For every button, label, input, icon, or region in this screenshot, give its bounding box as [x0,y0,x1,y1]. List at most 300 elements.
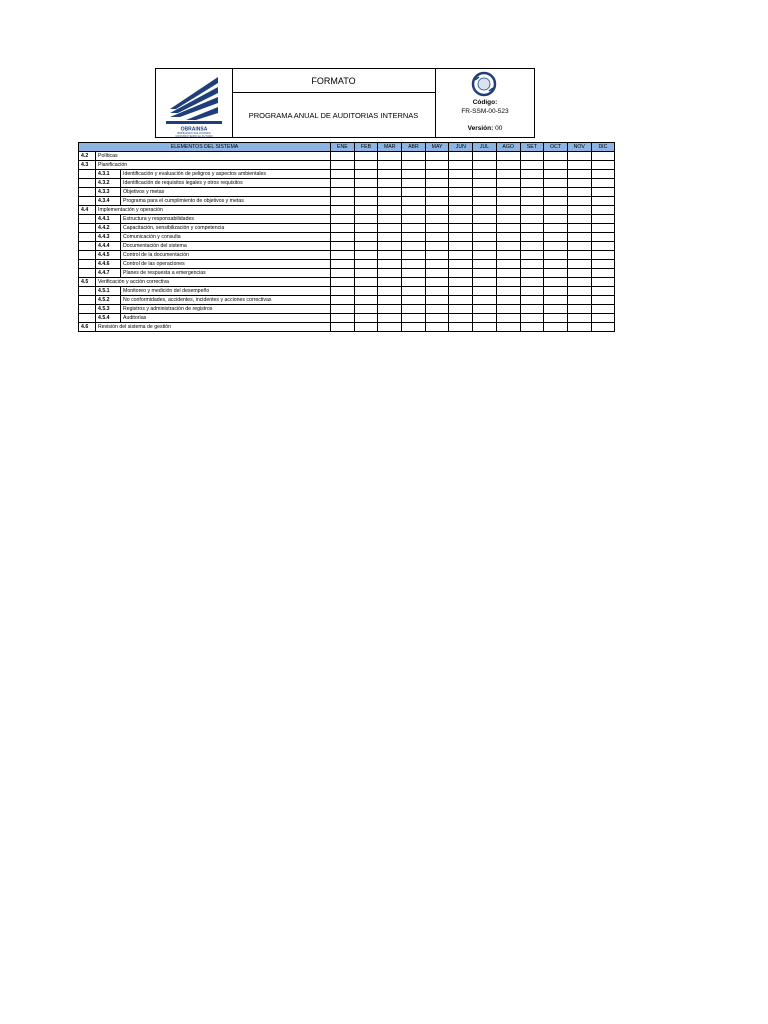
month-cell-may[interactable] [425,233,449,242]
subsection-label: Estructura y responsabilidades [121,215,331,224]
month-cell-abr[interactable] [402,287,426,296]
month-cell-set[interactable] [520,161,544,170]
month-cell-mar[interactable] [378,296,402,305]
company-logo [156,69,233,137]
month-cell-feb[interactable] [354,161,378,170]
month-cell-ago[interactable] [496,161,520,170]
month-cell-jul[interactable] [473,233,497,242]
table-row [79,314,615,323]
month-cell-ene[interactable] [331,260,355,269]
month-cell-feb[interactable] [354,179,378,188]
month-cell-abr[interactable] [402,161,426,170]
month-cell-may[interactable] [425,170,449,179]
month-cell-jul[interactable] [473,161,497,170]
month-cell-set[interactable] [520,170,544,179]
month-cell-feb[interactable] [354,206,378,215]
month-cell-mar[interactable] [378,224,402,233]
month-cell-mar[interactable] [378,269,402,278]
month-cell-may[interactable] [425,188,449,197]
month-cell-oct[interactable] [544,179,568,188]
code-value: FR-SSM-00-523 [461,108,509,115]
month-cell-abr[interactable] [402,314,426,323]
logo-tagline-1: BRINDANDO SOLUCIONES [177,132,211,135]
obrainsa-logo-icon [156,69,232,137]
month-cell-may[interactable] [425,215,449,224]
month-cell-abr[interactable] [402,233,426,242]
subsection-label: No conformidades, accidentes, incidentes y acciones correctivas [121,296,331,305]
month-cell-ene[interactable] [331,269,355,278]
month-cell-set[interactable] [520,269,544,278]
month-cell-feb[interactable] [354,314,378,323]
month-cell-jul[interactable] [473,242,497,251]
month-cell-abr[interactable] [402,179,426,188]
indent-cell [79,269,96,278]
indent-cell [79,170,96,179]
month-cell-nov[interactable] [567,323,591,332]
month-cell-nov[interactable] [567,278,591,287]
month-cell-oct[interactable] [544,206,568,215]
month-cell-jul[interactable] [473,305,497,314]
subsection-label: Registros y administración de registros [121,305,331,314]
month-cell-jul[interactable] [473,170,497,179]
month-cell-ago[interactable] [496,260,520,269]
table-row [79,206,615,215]
month-cell-jul[interactable] [473,269,497,278]
month-cell-oct[interactable] [544,251,568,260]
month-cell-oct[interactable] [544,152,568,161]
month-cell-jun[interactable] [449,278,473,287]
month-cell-nov[interactable] [567,152,591,161]
subsection-number: 4.4.4 [96,242,121,251]
month-cell-dic[interactable] [591,188,615,197]
month-cell-may[interactable] [425,296,449,305]
month-header-abr: ABR [402,143,426,152]
month-cell-ago[interactable] [496,233,520,242]
month-cell-abr[interactable] [402,260,426,269]
month-cell-ago[interactable] [496,323,520,332]
month-cell-abr[interactable] [402,170,426,179]
month-cell-mar[interactable] [378,215,402,224]
month-cell-ago[interactable] [496,278,520,287]
month-cell-jul[interactable] [473,314,497,323]
month-cell-set[interactable] [520,179,544,188]
month-cell-jul[interactable] [473,287,497,296]
table-row [79,323,615,332]
month-cell-set[interactable] [520,233,544,242]
month-cell-abr[interactable] [402,206,426,215]
month-cell-may[interactable] [425,251,449,260]
table-row [79,287,615,296]
month-cell-ene[interactable] [331,278,355,287]
audit-program-table [78,142,615,332]
month-cell-dic[interactable] [591,152,615,161]
logo-name: OBRAINSA [180,126,208,133]
month-cell-may[interactable] [425,197,449,206]
month-cell-jul[interactable] [473,251,497,260]
month-cell-mar[interactable] [378,161,402,170]
month-cell-oct[interactable] [544,296,568,305]
subsection-label: Auditorías [121,314,331,323]
month-cell-feb[interactable] [354,305,378,314]
table-row [79,305,615,314]
month-cell-oct[interactable] [544,242,568,251]
table-header-row [79,143,615,152]
month-cell-jun[interactable] [449,188,473,197]
month-cell-feb[interactable] [354,296,378,305]
month-cell-jun[interactable] [449,179,473,188]
month-cell-may[interactable] [425,206,449,215]
indent-cell [79,305,96,314]
month-cell-may[interactable] [425,278,449,287]
month-cell-oct[interactable] [544,269,568,278]
month-cell-may[interactable] [425,161,449,170]
month-cell-feb[interactable] [354,323,378,332]
month-cell-ago[interactable] [496,152,520,161]
month-cell-mar[interactable] [378,233,402,242]
month-cell-oct[interactable] [544,161,568,170]
month-cell-set[interactable] [520,287,544,296]
month-cell-set[interactable] [520,251,544,260]
month-cell-dic[interactable] [591,242,615,251]
month-cell-mar[interactable] [378,152,402,161]
month-cell-feb[interactable] [354,242,378,251]
month-cell-jun[interactable] [449,197,473,206]
month-cell-dic[interactable] [591,278,615,287]
month-cell-oct[interactable] [544,260,568,269]
month-cell-oct[interactable] [544,170,568,179]
month-cell-nov[interactable] [567,269,591,278]
month-cell-may[interactable] [425,323,449,332]
month-cell-abr[interactable] [402,305,426,314]
month-cell-dic[interactable] [591,287,615,296]
month-cell-set[interactable] [520,314,544,323]
month-cell-jun[interactable] [449,152,473,161]
month-cell-may[interactable] [425,260,449,269]
month-cell-nov[interactable] [567,179,591,188]
month-cell-may[interactable] [425,269,449,278]
month-cell-dic[interactable] [591,197,615,206]
month-cell-oct[interactable] [544,188,568,197]
month-cell-ene[interactable] [331,314,355,323]
month-cell-ago[interactable] [496,170,520,179]
month-cell-ago[interactable] [496,197,520,206]
month-cell-nov[interactable] [567,197,591,206]
month-cell-nov[interactable] [567,224,591,233]
month-cell-ago[interactable] [496,179,520,188]
month-cell-may[interactable] [425,179,449,188]
month-cell-set[interactable] [520,152,544,161]
month-cell-feb[interactable] [354,152,378,161]
month-cell-jun[interactable] [449,323,473,332]
month-cell-nov[interactable] [567,242,591,251]
month-cell-mar[interactable] [378,314,402,323]
month-cell-may[interactable] [425,242,449,251]
month-cell-jul[interactable] [473,179,497,188]
month-cell-jul[interactable] [473,197,497,206]
section-label: Verificación y acción correctiva [96,278,331,287]
month-cell-may[interactable] [425,152,449,161]
month-cell-nov[interactable] [567,287,591,296]
month-cell-dic[interactable] [591,206,615,215]
month-cell-may[interactable] [425,314,449,323]
month-cell-oct[interactable] [544,287,568,296]
month-cell-ene[interactable] [331,224,355,233]
table-row [79,260,615,269]
month-cell-ago[interactable] [496,314,520,323]
month-cell-jun[interactable] [449,314,473,323]
month-cell-abr[interactable] [402,215,426,224]
month-cell-ene[interactable] [331,170,355,179]
version-line [436,125,534,132]
month-cell-feb[interactable] [354,269,378,278]
section-label: Implementación y operación [96,206,331,215]
month-cell-nov[interactable] [567,206,591,215]
month-cell-ago[interactable] [496,215,520,224]
month-cell-dic[interactable] [591,323,615,332]
subsection-label: Objetivos y metas [121,188,331,197]
month-cell-mar[interactable] [378,278,402,287]
month-cell-abr[interactable] [402,296,426,305]
month-cell-jun[interactable] [449,242,473,251]
month-cell-feb[interactable] [354,233,378,242]
month-cell-jul[interactable] [473,152,497,161]
table-row [79,161,615,170]
month-cell-set[interactable] [520,296,544,305]
month-cell-ene[interactable] [331,251,355,260]
month-cell-set[interactable] [520,278,544,287]
month-cell-feb[interactable] [354,215,378,224]
month-header-ago: AGO [496,143,520,152]
month-cell-set[interactable] [520,224,544,233]
month-cell-jun[interactable] [449,170,473,179]
month-cell-abr[interactable] [402,152,426,161]
month-cell-dic[interactable] [591,260,615,269]
month-cell-mar[interactable] [378,242,402,251]
month-cell-jun[interactable] [449,260,473,269]
month-cell-ene[interactable] [331,179,355,188]
section-number: 4.6 [79,323,96,332]
month-cell-ene[interactable] [331,323,355,332]
month-cell-mar[interactable] [378,287,402,296]
month-cell-ago[interactable] [496,296,520,305]
month-cell-ene[interactable] [331,242,355,251]
month-cell-ene[interactable] [331,188,355,197]
table-row [79,179,615,188]
month-cell-jul[interactable] [473,215,497,224]
subsection-label: Identificación y evaluación de peligros y aspectos ambientales [121,170,331,179]
month-cell-may[interactable] [425,287,449,296]
month-cell-oct[interactable] [544,224,568,233]
month-cell-ene[interactable] [331,206,355,215]
table-row [79,242,615,251]
month-cell-set[interactable] [520,323,544,332]
month-cell-jul[interactable] [473,278,497,287]
month-cell-oct[interactable] [544,233,568,242]
month-cell-ago[interactable] [496,188,520,197]
month-cell-ene[interactable] [331,197,355,206]
month-cell-nov[interactable] [567,305,591,314]
indent-cell [79,224,96,233]
table-row [79,233,615,242]
table-row [79,251,615,260]
month-cell-jul[interactable] [473,188,497,197]
month-cell-oct[interactable] [544,305,568,314]
month-cell-ago[interactable] [496,224,520,233]
section-number: 4.2 [79,152,96,161]
month-header-may: MAY [425,143,449,152]
month-cell-nov[interactable] [567,170,591,179]
month-cell-feb[interactable] [354,278,378,287]
table-body [79,152,615,332]
month-cell-oct[interactable] [544,197,568,206]
month-cell-nov[interactable] [567,233,591,242]
table-row [79,269,615,278]
month-cell-ene[interactable] [331,152,355,161]
month-cell-abr[interactable] [402,188,426,197]
month-cell-dic[interactable] [591,314,615,323]
month-cell-nov[interactable] [567,161,591,170]
month-cell-jul[interactable] [473,323,497,332]
month-cell-mar[interactable] [378,206,402,215]
month-cell-nov[interactable] [567,251,591,260]
month-cell-jun[interactable] [449,296,473,305]
month-cell-ago[interactable] [496,287,520,296]
month-cell-feb[interactable] [354,224,378,233]
subsection-number: 4.4.7 [96,269,121,278]
month-cell-mar[interactable] [378,305,402,314]
month-cell-set[interactable] [520,188,544,197]
month-cell-oct[interactable] [544,314,568,323]
month-cell-jul[interactable] [473,260,497,269]
month-cell-jul[interactable] [473,206,497,215]
subsection-label: Identificación de requisitos legales y otros requisitos [121,179,331,188]
month-cell-dic[interactable] [591,251,615,260]
month-cell-may[interactable] [425,305,449,314]
month-cell-nov[interactable] [567,215,591,224]
month-cell-dic[interactable] [591,269,615,278]
month-cell-set[interactable] [520,215,544,224]
month-cell-ago[interactable] [496,251,520,260]
month-cell-ago[interactable] [496,305,520,314]
subsection-label: Control de la documentación [121,251,331,260]
month-cell-oct[interactable] [544,278,568,287]
month-cell-set[interactable] [520,242,544,251]
month-cell-jun[interactable] [449,305,473,314]
document-title: PROGRAMA ANUAL DE AUDITORIAS INTERNAS [232,93,436,137]
month-cell-dic[interactable] [591,296,615,305]
subsection-label: Programa para el cumplimiento de objetivos y metas [121,197,331,206]
month-cell-jun[interactable] [449,161,473,170]
subsection-number: 4.4.5 [96,251,121,260]
month-cell-jul[interactable] [473,224,497,233]
month-cell-dic[interactable] [591,170,615,179]
month-cell-abr[interactable] [402,278,426,287]
month-cell-abr[interactable] [402,197,426,206]
month-cell-mar[interactable] [378,323,402,332]
month-cell-nov[interactable] [567,314,591,323]
subsection-label: Planes de respuesta a emergencias [121,269,331,278]
month-cell-ene[interactable] [331,215,355,224]
month-cell-mar[interactable] [378,260,402,269]
month-cell-abr[interactable] [402,224,426,233]
month-cell-dic[interactable] [591,215,615,224]
month-cell-feb[interactable] [354,287,378,296]
month-cell-nov[interactable] [567,260,591,269]
section-number: 4.5 [79,278,96,287]
month-cell-jun[interactable] [449,206,473,215]
month-cell-dic[interactable] [591,233,615,242]
month-cell-feb[interactable] [354,251,378,260]
subsection-number: 4.3.3 [96,188,121,197]
month-header-mar: MAR [378,143,402,152]
table-row [79,296,615,305]
month-header-dic: DIC [591,143,615,152]
month-cell-ene[interactable] [331,305,355,314]
month-cell-dic[interactable] [591,305,615,314]
month-cell-oct[interactable] [544,215,568,224]
month-cell-mar[interactable] [378,197,402,206]
month-cell-abr[interactable] [402,251,426,260]
month-cell-jun[interactable] [449,233,473,242]
month-cell-dic[interactable] [591,179,615,188]
subsection-number: 4.5.1 [96,287,121,296]
month-cell-mar[interactable] [378,179,402,188]
month-cell-jun[interactable] [449,224,473,233]
month-cell-ene[interactable] [331,233,355,242]
month-cell-ago[interactable] [496,242,520,251]
month-cell-feb[interactable] [354,260,378,269]
month-cell-feb[interactable] [354,188,378,197]
month-cell-feb[interactable] [354,197,378,206]
subsection-number: 4.4.6 [96,260,121,269]
month-cell-ago[interactable] [496,269,520,278]
month-cell-feb[interactable] [354,170,378,179]
month-cell-ene[interactable] [331,296,355,305]
month-cell-oct[interactable] [544,323,568,332]
month-cell-dic[interactable] [591,224,615,233]
subsection-number: 4.3.4 [96,197,121,206]
section-label: Revisión del sistema de gestión [96,323,331,332]
month-cell-set[interactable] [520,260,544,269]
subsection-label: Capacitación, sensibilización y competencia [121,224,331,233]
month-cell-mar[interactable] [378,188,402,197]
month-cell-jun[interactable] [449,251,473,260]
month-cell-mar[interactable] [378,170,402,179]
month-cell-ene[interactable] [331,287,355,296]
subsection-label: Documentación del sistema [121,242,331,251]
indent-cell [79,260,96,269]
month-cell-set[interactable] [520,197,544,206]
month-cell-jun[interactable] [449,269,473,278]
month-cell-set[interactable] [520,206,544,215]
month-cell-dic[interactable] [591,161,615,170]
month-cell-ago[interactable] [496,206,520,215]
month-cell-set[interactable] [520,305,544,314]
month-cell-abr[interactable] [402,269,426,278]
table-row [79,215,615,224]
month-cell-abr[interactable] [402,242,426,251]
month-cell-abr[interactable] [402,323,426,332]
month-cell-may[interactable] [425,224,449,233]
month-cell-nov[interactable] [567,188,591,197]
month-cell-jul[interactable] [473,296,497,305]
month-cell-jun[interactable] [449,287,473,296]
month-cell-ene[interactable] [331,161,355,170]
month-cell-nov[interactable] [567,296,591,305]
subsection-number: 4.5.3 [96,305,121,314]
month-cell-mar[interactable] [378,251,402,260]
month-cell-jun[interactable] [449,215,473,224]
